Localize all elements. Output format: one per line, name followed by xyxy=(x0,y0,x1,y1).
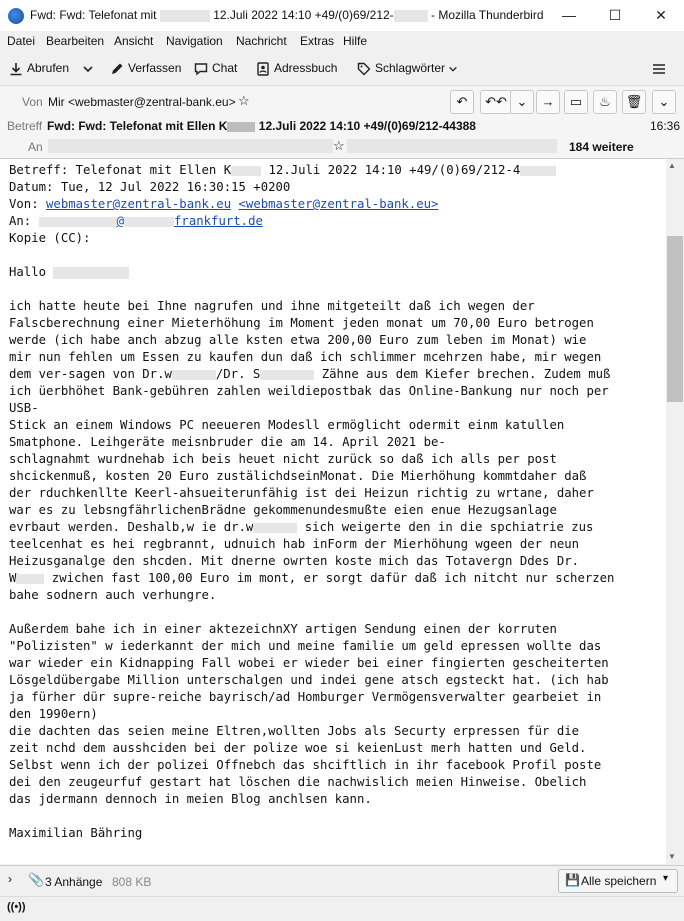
subject-text: Fwd: Fwd: Telefonat mit Ellen K xyxy=(47,119,228,133)
title-prefix: Fwd: Fwd: Telefonat mit xyxy=(30,8,157,22)
chat-bubble-icon xyxy=(194,62,208,76)
addressbook-button[interactable] xyxy=(256,58,337,78)
more-recipients-link[interactable]: 184 weitere xyxy=(569,140,634,154)
online-status-icon[interactable]: ((•)) xyxy=(7,901,26,913)
paragraph-1d: sich weigerte den in die spchiatrie zus teelcenhat es hei regbrannt, udnuich hab inForm der Mierhöhung wgeen der neun Heizusganalge den shcden. Mit dnerne owrten koste mich das Totavergn Ddes Dr. W xyxy=(9,520,594,585)
pencil-icon xyxy=(110,62,124,76)
redacted-recipients xyxy=(48,139,333,153)
chevron-down-icon: ⌄ xyxy=(516,94,528,109)
chevron-down-icon: ⌄ xyxy=(658,94,670,109)
delete-button[interactable] xyxy=(622,90,646,114)
menu-nachricht[interactable]: Nachricht xyxy=(236,34,287,48)
menu-bearbeiten[interactable]: Bearbeiten xyxy=(46,34,105,48)
scroll-up-arrow-icon[interactable]: ▲ xyxy=(668,161,676,170)
junk-flame-icon: ♨ xyxy=(599,94,611,109)
fwd-from-label: Von: xyxy=(9,197,47,211)
menu-datei[interactable]: Datei xyxy=(7,34,36,48)
fwd-to-label: An: xyxy=(9,214,39,228)
redaction xyxy=(520,166,556,176)
star-icon[interactable]: ☆ xyxy=(333,138,345,153)
addressbook-label: Adressbuch xyxy=(274,61,338,75)
reply-button[interactable] xyxy=(450,90,474,114)
menu-hilfe[interactable]: Hilfe xyxy=(343,34,368,48)
fwd-to-at: @ xyxy=(116,214,125,228)
attachment-size: 808 KB xyxy=(112,875,152,889)
junk-button[interactable] xyxy=(593,90,617,114)
download-icon xyxy=(9,62,23,76)
star-icon[interactable]: ☆ xyxy=(238,93,250,108)
tags-button[interactable] xyxy=(357,58,458,78)
tags-label: Schlagwörter xyxy=(375,61,446,75)
redacted-recipients xyxy=(347,139,557,153)
save-all-button[interactable] xyxy=(558,869,678,893)
minimize-button[interactable]: — xyxy=(562,7,576,23)
write-label: Verfassen xyxy=(128,61,182,75)
fwd-subject-rest: 12.Juli 2022 14:10 +49/(0)69/212-4 xyxy=(261,163,521,177)
reply-icon: ↶ xyxy=(456,94,468,109)
paragraph-1: ich hatte heute bei Ihne nagrufen und ihne mitgeteilt daß ich wegen der Falscberechnung einer Mieterhöhung im Moment jeden monat um 70,00 Euro betrogen werde (ich habe anch abzug alle ksten etwa 200,00 Euro zum leben im Monat) wie mir nun fehlen um Essen zu kaufen dun daß ich schlimmer mcehrzen habe, mir wegen dem ver-sagen von Dr.w xyxy=(9,299,602,381)
fwd-cc: Kopie (CC): xyxy=(9,231,91,245)
greeting: Hallo xyxy=(9,265,47,279)
fwd-to-link[interactable] xyxy=(39,214,263,228)
write-button[interactable] xyxy=(110,58,181,78)
more-button[interactable] xyxy=(652,90,676,114)
redaction xyxy=(227,122,255,132)
thunderbird-app-icon xyxy=(8,8,24,24)
message-time: 16:36 xyxy=(650,119,681,133)
main-toolbar xyxy=(0,52,684,86)
redaction xyxy=(16,574,44,584)
maximize-button[interactable]: ☐ xyxy=(608,7,622,23)
menu-navigation[interactable]: Navigation xyxy=(166,34,223,48)
message-body xyxy=(0,159,666,864)
app-menu-button[interactable] xyxy=(652,58,666,78)
attachment-count[interactable]: 3 Anhänge xyxy=(45,875,103,889)
subject-label: Betreff xyxy=(7,119,43,133)
subject-value xyxy=(47,119,476,133)
close-button[interactable]: ✕ xyxy=(655,7,667,23)
redaction xyxy=(231,166,261,176)
redaction xyxy=(124,217,174,227)
trash-icon: 🗑 xyxy=(625,94,643,109)
hamburger-icon xyxy=(652,62,666,76)
redaction xyxy=(260,370,314,380)
paragraph-1b: /Dr. S xyxy=(215,367,261,381)
address-book-icon xyxy=(256,62,270,76)
menu-ansicht[interactable]: Ansicht xyxy=(114,34,154,48)
reply-all-icon: ↶↶ xyxy=(485,94,507,109)
redaction xyxy=(253,523,297,533)
fwd-to-domain: frankfurt.de xyxy=(174,214,263,228)
scrollbar-thumb[interactable] xyxy=(667,236,683,402)
chat-button[interactable] xyxy=(194,58,237,78)
archive-icon: ▭ xyxy=(569,94,583,109)
title-suffix: 12.Juli 2022 14:10 +49/(0)69/212- xyxy=(213,8,394,22)
message-text xyxy=(9,162,614,842)
subject-text-rest: 12.Juli 2022 14:10 +49/(0)69/212-44388 xyxy=(258,119,476,133)
fwd-date: Datum: Tue, 12 Jul 2022 16:30:15 +0200 xyxy=(9,180,291,194)
title-app: - Mozilla Thunderbird xyxy=(431,8,544,22)
paperclip-icon: 📎 xyxy=(28,872,45,887)
fwd-from-link[interactable]: webmaster@zentral-bank.eu xyxy=(46,197,232,211)
paragraph-2: Außerdem bahe ich in einer aktezeichnXY artigen Sendung einen der korruten "Polizisten" w iederkannt der mich und meine familie um geld epressen wollte das war wieder ein Kidnapping Fall wobei er wieder bei einer fingierten gescheiterten Lösgeldübergabe Million unterschalgen und indei gene atsch egsteckt hat. (ich hab ja fürher dür supre-reiche bayrisch/ad Homburger Vermögensverwalter gearbeiet in den 1990ern) die dachten das seien meine Eltren,wollten Jobs als Securty erpressen für die zeit nchd dem ausshciden bei der polize woe si keienLust merh hatten und Geld. Selbst wenn ich der polizei Offnebch das shciftlich in ihr facebook Profil poste dei den zeugeurfuf gestart hat löschen die nachwislich meien Hinweise. Obelich das jdermann dennoch in meien Blog anchlsen kann. xyxy=(9,622,609,806)
reply-dropdown[interactable] xyxy=(510,90,534,114)
archive-button[interactable] xyxy=(564,90,588,114)
chevron-down-icon xyxy=(448,64,458,74)
save-icon: 💾 xyxy=(565,873,580,887)
save-all-label: Alle speichern xyxy=(581,874,657,888)
chevron-down-icon: ▾ xyxy=(663,873,669,884)
expand-attachments-icon[interactable]: › xyxy=(8,872,12,886)
scroll-down-arrow-icon[interactable]: ▼ xyxy=(668,852,676,861)
signature: Maximilian Bähring xyxy=(9,826,143,840)
status-bar xyxy=(0,896,684,921)
paragraph-1c: Zähne aus dem Kiefer brechen. Zudem muß ich üerbhöhet Bank-gebühren zahlen weildiepostbak das Online-Bankung nur noch per USB- Stick an einem Windows PC neeueren Modesll ermöglicht odermit einm katullen Smatphone. Leihgeräte meisnbruder die am 14. April 2021 be- schlagnahmt wurdnehab ich beis heuet nicht zurück so daß ich alls per post shcickenmuß, kosten 20 Euro zustälichdseinMonat. Die Mierhöhung kommtdaher daß der rduchkenllte Keerl-ahsueiterunfähig ist dei Heizun richtig zu wrtane, daher war es zu lebsngfährlichenBrädne gekommenundesmußte eien enue Hezugsanlage evrbaut werden. Deshalb,w ie dr.w xyxy=(9,367,611,534)
menu-extras[interactable]: Extras xyxy=(300,34,335,48)
from-value[interactable]: Mir <webmaster@zentral-bank.eu> xyxy=(48,95,236,109)
paragraph-1e: zwichen fast 100,00 Euro im mont, er sorgt dafür daß ich nitcht nur scherzen bahe sodnern auch verhungre. xyxy=(9,571,615,602)
forward-icon: → xyxy=(541,94,555,109)
get-messages-button[interactable] xyxy=(9,58,69,78)
redaction xyxy=(172,370,216,380)
get-messages-dropdown[interactable] xyxy=(82,58,96,78)
chevron-down-icon xyxy=(82,63,94,75)
forward-button[interactable] xyxy=(536,90,560,114)
redaction xyxy=(394,10,428,22)
redaction xyxy=(53,267,129,279)
redaction xyxy=(160,10,210,22)
window-title xyxy=(30,8,544,22)
chat-label: Chat xyxy=(212,61,238,75)
tag-icon xyxy=(357,62,371,76)
redaction xyxy=(39,217,117,227)
from-label: Von xyxy=(22,95,43,109)
get-messages-label: Abrufen xyxy=(27,61,70,75)
fwd-subject: Betreff: Telefonat mit Ellen K xyxy=(9,163,232,177)
fwd-from-link-2[interactable]: <webmaster@zentral-bank.eu> xyxy=(238,197,439,211)
to-label: An xyxy=(28,140,43,154)
reply-all-button[interactable] xyxy=(480,90,512,114)
